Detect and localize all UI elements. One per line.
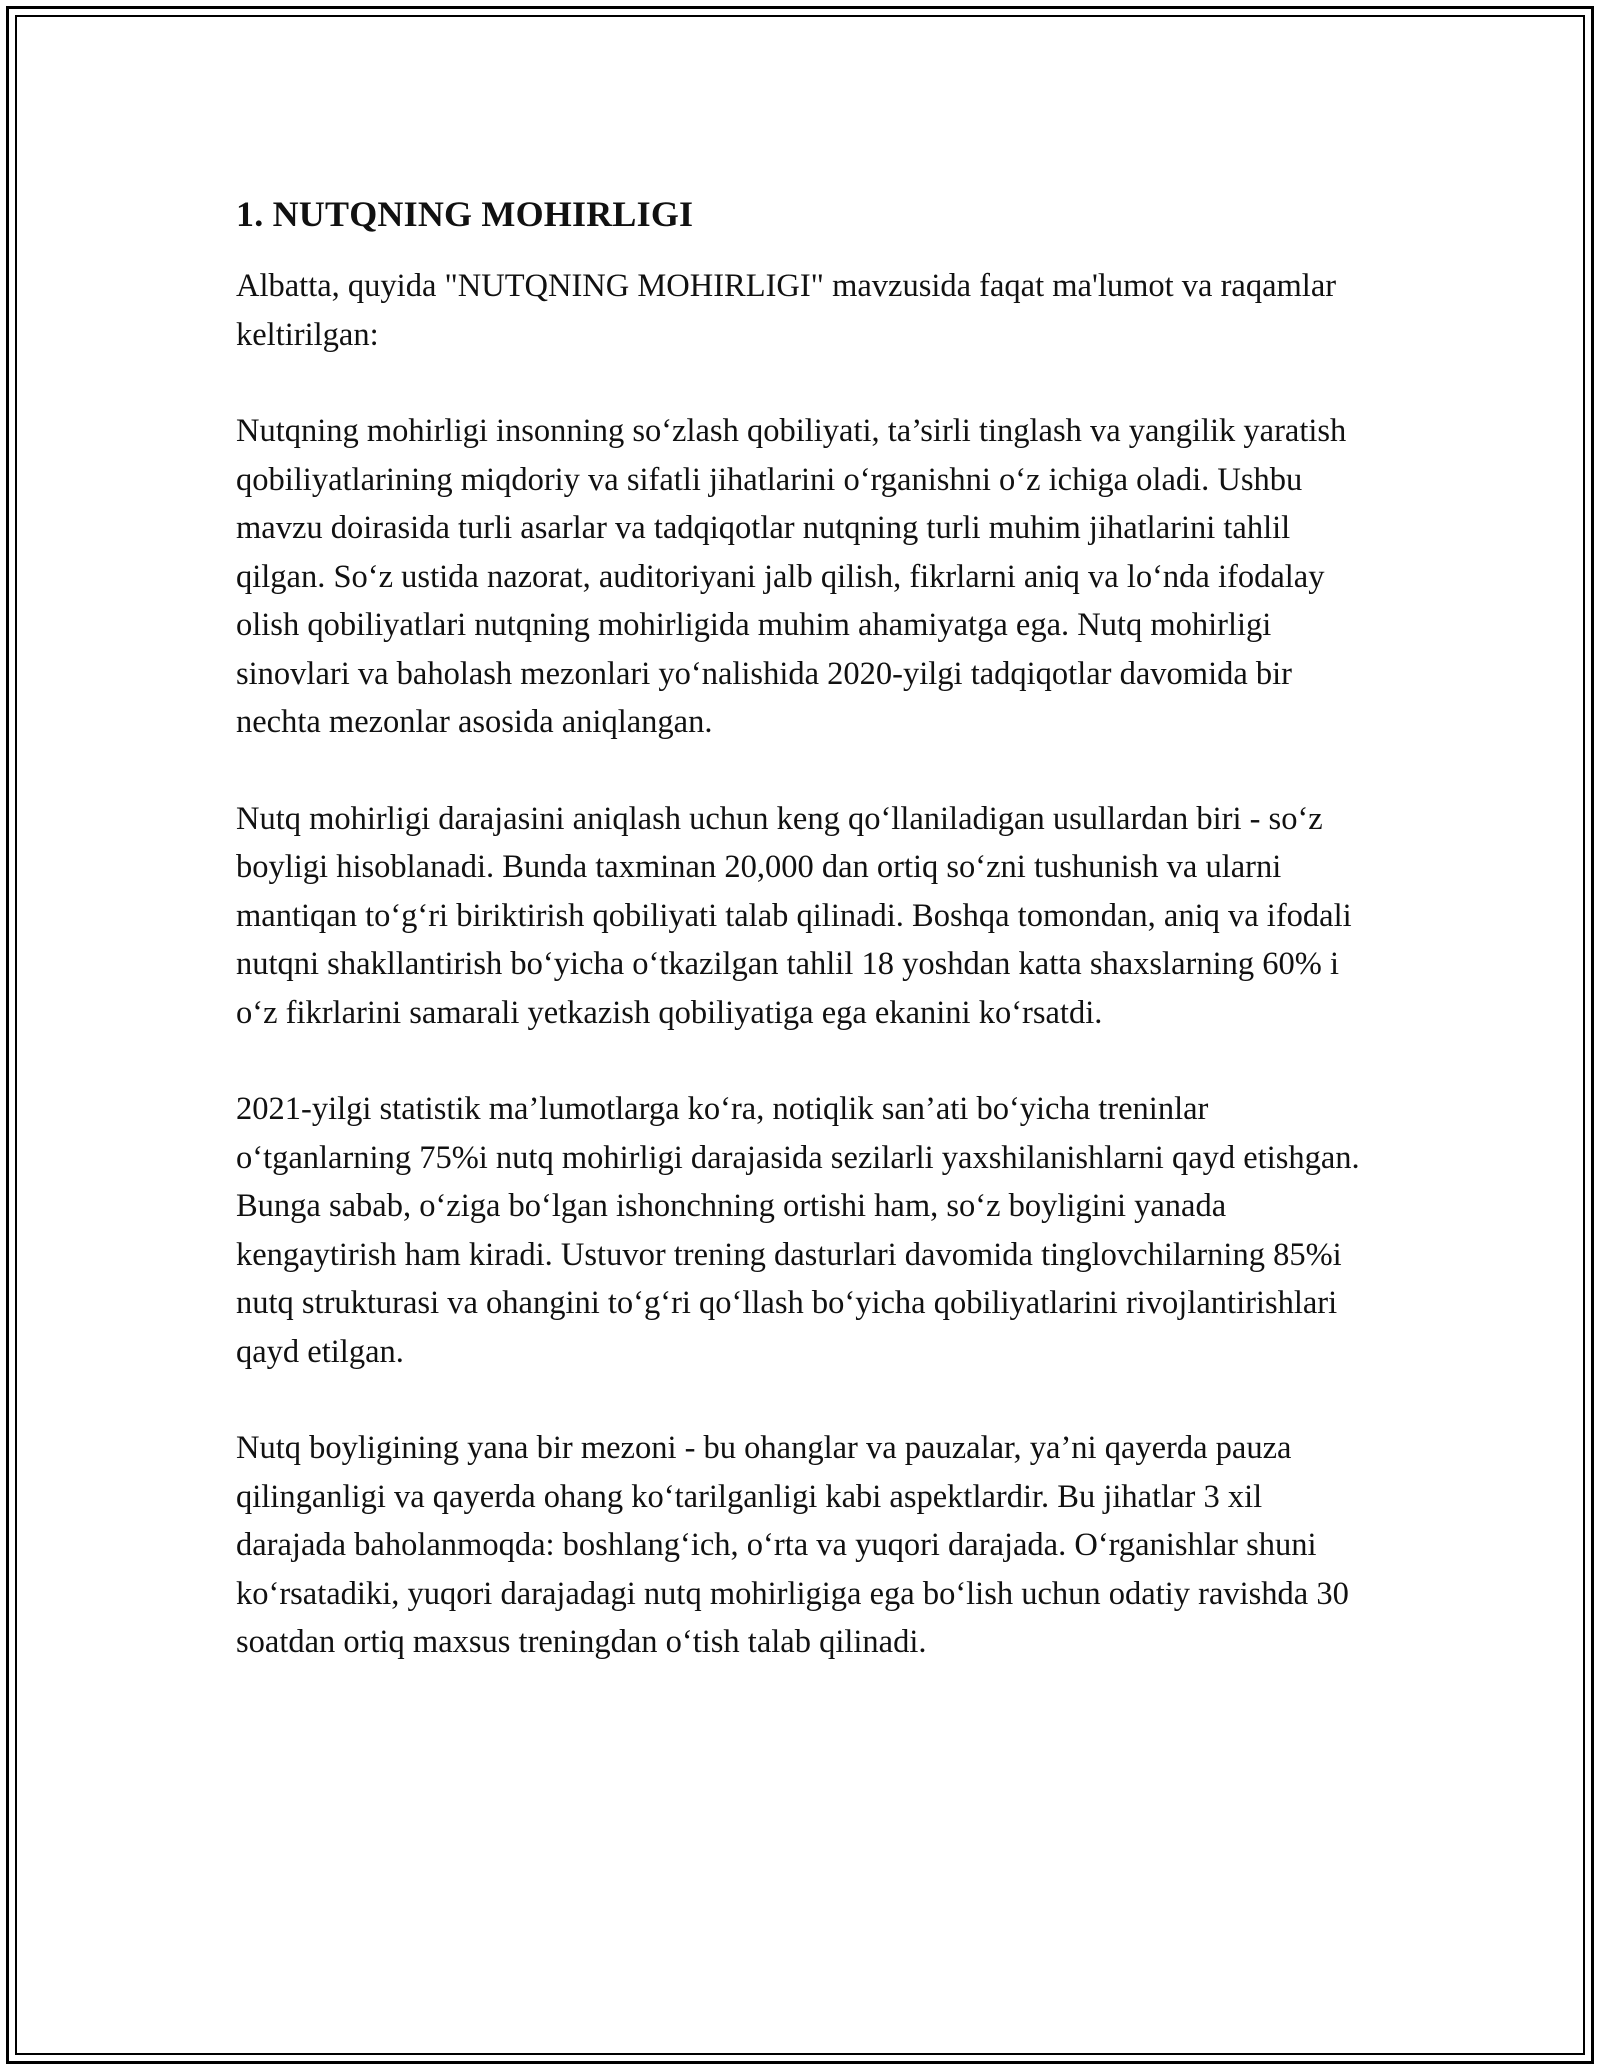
body-paragraph-4: Nutq boyligining yana bir mezoni - bu ohanglar va pauzalar, ya’ni qayerda pauza qilinganligi va qayerda ohang ko‘tarilganligi kabi aspektlardir. Bu jihatlar 3 xil darajada baholanmoqda: boshlang‘ich, o‘rta va yuqori darajada. O‘rganishlar shuni ko‘rsatadiki, yuqori darajadagi nutq mohirligiga ega bo‘lish uchun odatiy ravishda 30 soatdan ortiq maxsus treningdan o‘tish talab qilinadi.	[236, 1430, 1349, 1660]
intro-paragraph: Albatta, quyida "NUTQNING MOHIRLIGI" mavzusida faqat ma'lumot va raqamlar keltirilgan:	[236, 268, 1337, 353]
body-paragraph-2: Nutq mohirligi darajasini aniqlash uchun keng qo‘llaniladigan usullardan biri - so‘z boyligi hisoblanadi. Bunda taxminan 20,000 dan ortiq so‘zni tushunish va ularni mantiqan to‘g‘ri biriktirish qobiliyati talab qilinadi. Boshqa tomondan, aniq va ifodali nutqni shakllantirish bo‘yicha o‘tkazilgan tahlil 18 yoshdan katta shaxslarning 60% i o‘z fikrlarini samarali yetkazish qobiliyatiga ega ekanini ko‘rsatdi.	[236, 800, 1352, 1031]
body-paragraph-3: 2021-yilgi statistik ma’lumotlarga ko‘ra, notiqlik san’ati bo‘yicha treninlar o‘tganlarning 75%i nutq mohirligi darajasida sezilarli yaxshilanishlarni qayd etishgan. Bunga sabab, o‘ziga bo‘lgan ishonchning ortishi ham, so‘z boyligini yanada kengaytirish ham kiradi. Ustuvor trening dasturlari davomida tinglovchilarning 85%i nutq strukturasi va ohangini to‘g‘ri qo‘llash bo‘yicha qobiliyatlarini rivojlantirishlari qayd etilgan.	[236, 1091, 1360, 1370]
document-body	[236, 188, 1366, 1715]
section-title: 1. NUTQNING MOHIRLIGI	[236, 194, 694, 234]
body-paragraph-1: Nutqning mohirligi insonning so‘zlash qobiliyati, ta’sirli tinglash va yangilik yaratish qobiliyatlarining miqdoriy va sifatli jihatlarini o‘rganishni o‘z ichiga oladi. Ushbu mavzu doirasida turli asarlar va tadqiqotlar nutqning turli muhim jihatlarini tahlil qilgan. So‘z ustida nazorat, auditoriyani jalb qilish, fikrlarni aniq va lo‘nda ifodalay olish qobiliyatlari nutqning mohirligida muhim ahamiyatga ega. Nutq mohirligi sinovlari va baholash mezonlari yo‘nalishida 2020-yilgi tadqiqotlar davomida bir nechta mezonlar asosida aniqlangan.	[236, 413, 1347, 740]
